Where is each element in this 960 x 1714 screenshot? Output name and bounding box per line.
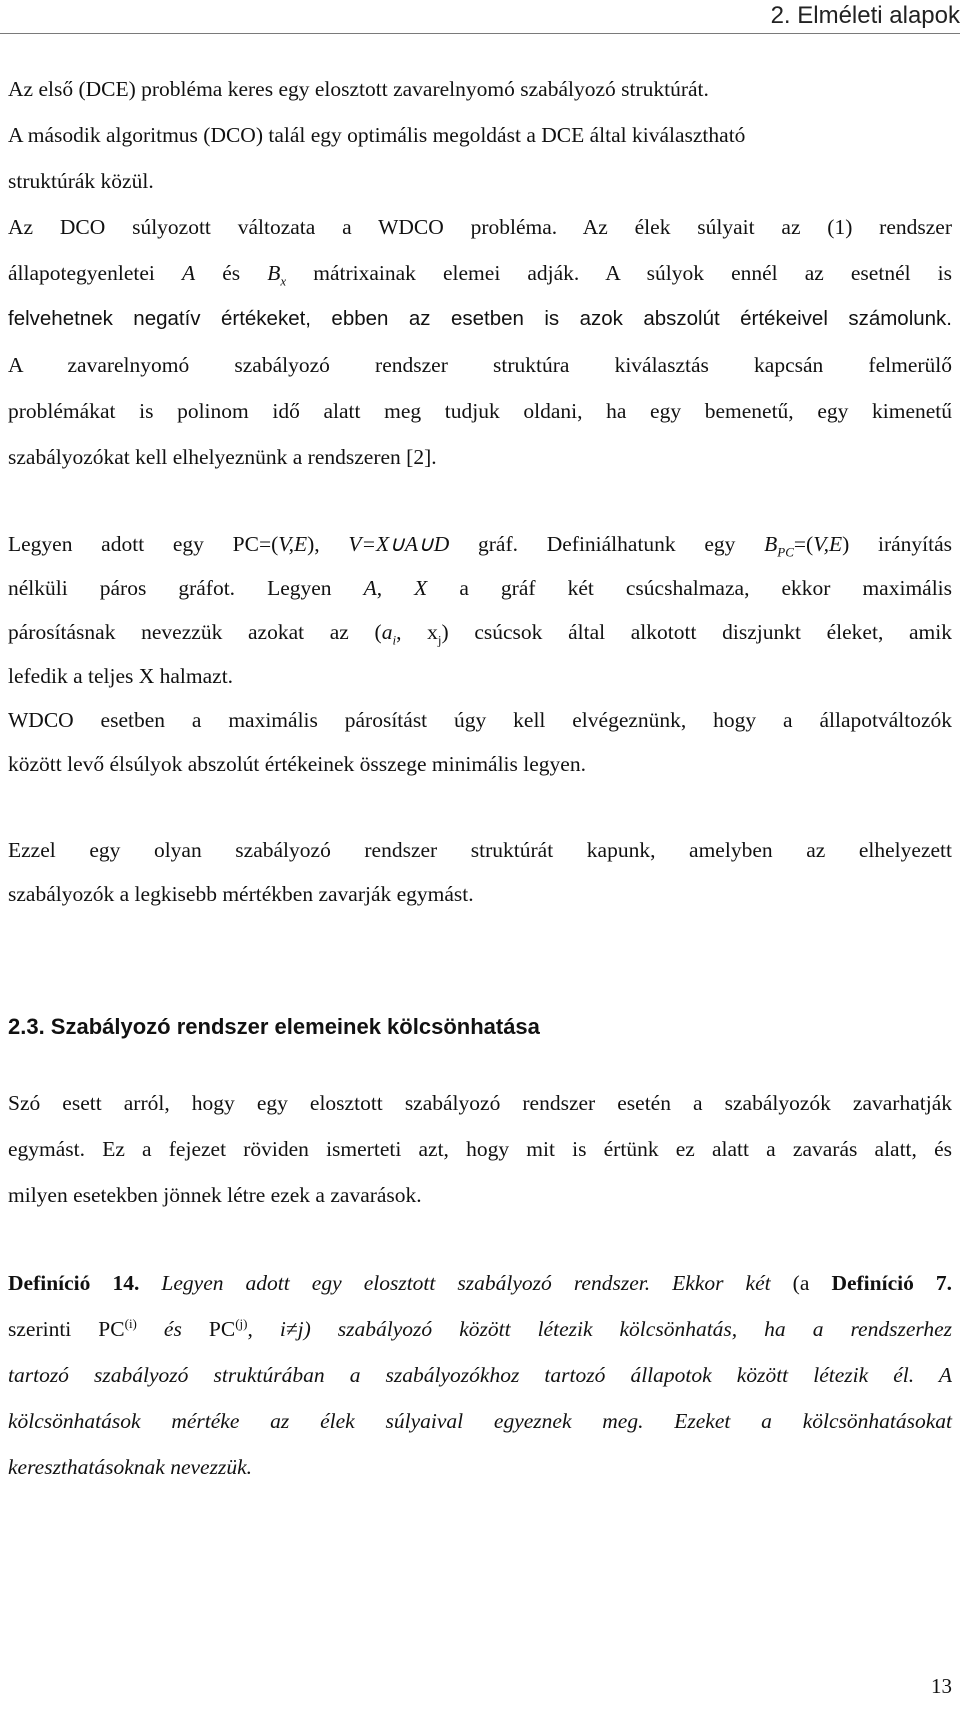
running-header [0, 0, 960, 34]
math-bpc: $B_{PC}$ [764, 532, 794, 560]
math-vertex-union: V=X∪A∪D [348, 532, 450, 556]
text-line: lefedik a teljes X halmazt. [8, 664, 234, 688]
paragraph-dce-dco [8, 66, 952, 480]
text-line: szerinti PC$^{(i)}$ és PC$^{(j)}$, i≠j) szabályozó között létezik kölcsönhatás, ha a rendszerhez [8, 1315, 953, 1341]
text-line: között levő élsúlyok abszolút értékeinek összege minimális legyen. [8, 752, 586, 776]
text-line: kölcsönhatások mértéke az élek súlyaival egyeznek meg. Ezeket a kölcsönhatásokat [8, 1409, 952, 1433]
page-number: 13 [931, 1674, 952, 1698]
paragraph-matching [8, 522, 952, 786]
text-line: Definíció 14. Legyen adott egy elosztott szabályozó rendszer. Ekkor két (a Definíció 7. [8, 1271, 953, 1295]
text-line: Legyen adott egy PC=(V,E), V=X∪A∪D gráf. Definiálhatunk egy $B_{PC}=(V,E)$ irányítás [8, 532, 952, 560]
text-line: párosításnak nevezzük azokat az ($a_i$, $x_j$) csúcsok által alkotott diszjunkt éleket, amik [8, 620, 952, 648]
paragraph-gap [8, 1052, 952, 1080]
definition-reference: Definíció 7. [831, 1271, 953, 1295]
text-line: milyen esetekben jönnek létre ezek a zavarások. [8, 1183, 422, 1207]
definition-label: Definíció 14. [8, 1271, 140, 1295]
text-line: A második algoritmus (DCO) talál egy optimális megoldást a DCE által kiválasztható [8, 123, 746, 147]
text-line: problémákat is polinom idő alatt meg tudjuk oldani, ha egy bemenetű, egy kimenetű [8, 399, 952, 423]
paragraph-gap [8, 1218, 952, 1260]
chapter-title: 2. Elméleti alapok [770, 2, 960, 29]
page-body [8, 66, 952, 1490]
text-line: struktúrák közül. [8, 169, 154, 193]
text-line: szabályozókat kell elhelyeznünk a rendszeren [2]. [8, 445, 437, 469]
text-line: nélküli páros gráfot. Legyen A, X a gráf két csúcshalmaza, ekkor maximális [8, 576, 953, 600]
text-line: állapotegyenletei A és $B_x$ mátrixainak elemei adják. A súlyok ennél az esetnél is [8, 261, 953, 289]
math-var-a: A [181, 261, 196, 285]
text-line: A zavarelnyomó szabályozó rendszer struktúra kiválasztás kapcsán felmerülő [8, 353, 952, 377]
math-var-bx: $B_x$ [267, 261, 287, 289]
text-line: tartozó szabályozó struktúrában a szabályozókhoz tartozó állapotok között létezik él. A [8, 1363, 952, 1387]
text-line: Az első (DCE) probléma keres egy elosztott zavarelnyomó szabályozó struktúrát. [8, 77, 709, 101]
text-line: WDCO esetben a maximális párosítást úgy kell elvégeznünk, hogy a állapotváltozók [8, 708, 952, 732]
paragraph-result [8, 828, 952, 916]
definition-block [8, 1260, 952, 1490]
header-rule [0, 33, 960, 34]
section-gap [8, 916, 952, 976]
text-line: Ezzel egy olyan szabályozó rendszer struktúrát kapunk, amelyben az elhelyezett [8, 838, 952, 862]
text-line: kereszthatásoknak nevezzük. [8, 1455, 252, 1479]
text-line: felvehetnek negatív értékeket, ebben az esetben is azok abszolút értékeivel számolunk. [8, 307, 952, 330]
text-line: Szó esett arról, hogy egy elosztott szabályozó rendszer esetén a szabályozók zavarhatják [8, 1091, 952, 1115]
paragraph-intro [8, 1080, 952, 1218]
paragraph-gap [8, 786, 952, 828]
section-heading: 2.3. Szabályozó rendszer elemeinek kölcsönhatása [8, 1014, 540, 1039]
text-line: Az DCO súlyozott változata a WDCO probléma. Az élek súlyait az (1) rendszer [8, 215, 952, 239]
text-line: szabályozók a legkisebb mértékben zavarják egymást. [8, 882, 474, 906]
text-line: egymást. Ez a fejezet röviden ismerteti azt, hogy mit is értünk ez alatt a zavarás alatt, és [8, 1137, 952, 1161]
paragraph-gap [8, 480, 952, 522]
